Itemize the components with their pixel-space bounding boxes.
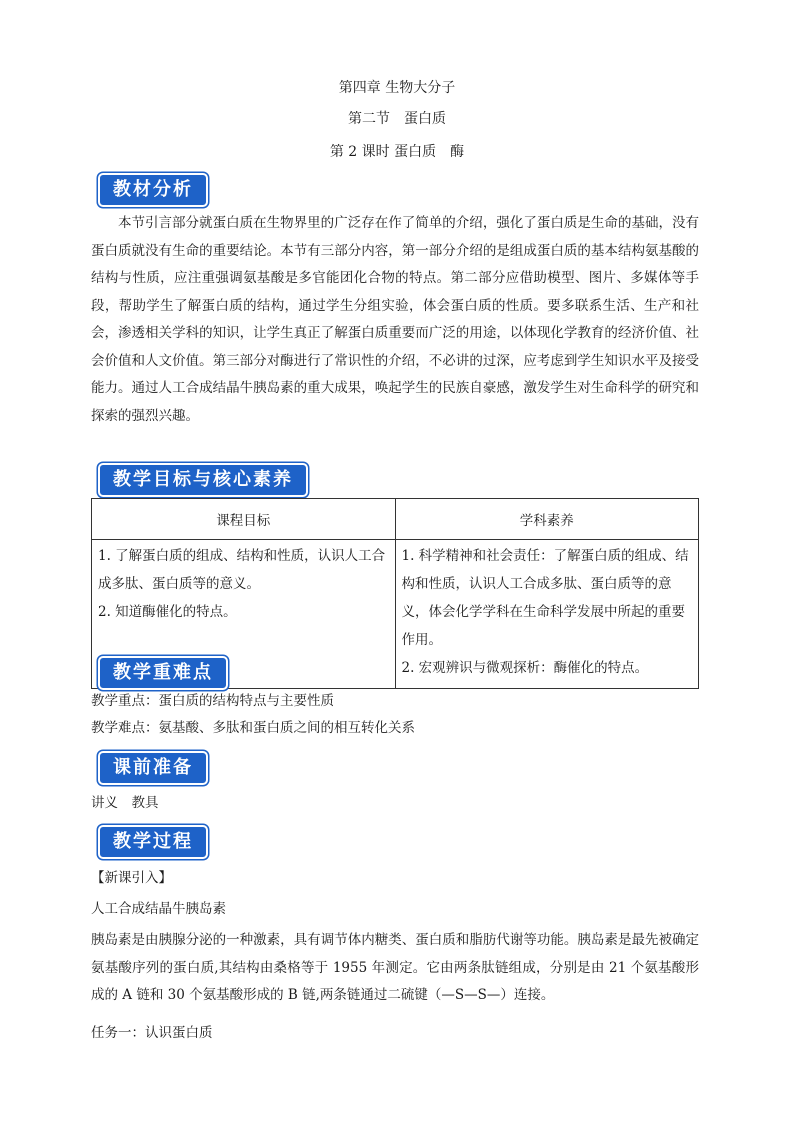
course-goal-item: 1. 了解蛋白质的组成、结构和性质，认识人工合成多肽、蛋白质等的意义。 [98, 548, 386, 592]
teaching-difficulty: 教学难点：氨基酸、多肽和蛋白质之间的相互转化关系 [91, 720, 415, 736]
intro-heading: 【新课引入】 [91, 870, 172, 886]
literacy-cell [395, 540, 699, 689]
objectives-badge: 教学目标与核心素养 [98, 463, 308, 497]
task-one: 任务一：认识蛋白质 [91, 1025, 213, 1041]
course-goal-item: 2. 知道酶催化的特点。 [98, 604, 237, 620]
teaching-focus: 教学重点：蛋白质的结构特点与主要性质 [91, 693, 334, 709]
section-title: 第二节 蛋白质 [348, 111, 446, 127]
intro-topic: 人工合成结晶牛胰岛素 [91, 901, 226, 917]
preparation-badge: 课前准备 [98, 751, 208, 785]
course-goals-header: 课程目标 [92, 499, 396, 540]
textbook-analysis-badge: 教材分析 [98, 173, 208, 207]
process-badge: 教学过程 [98, 825, 208, 859]
literacy-header: 学科素养 [395, 499, 699, 540]
literacy-item: 2. 宏观辨识与微观探析：酶催化的特点。 [401, 660, 649, 676]
preparation-text: 讲义 教具 [91, 795, 159, 811]
literacy-item: 1. 科学精神和社会责任：了解蛋白质的组成、结构和性质，认识人工合成多肽、蛋白质等的意义，体会化学学科在生命科学发展中所起的重要作用。 [401, 548, 689, 648]
key-points-badge: 教学重难点 [98, 656, 228, 690]
table-header-row [92, 499, 699, 540]
lesson-title: 第 2 课时 蛋白质 酶 [329, 144, 465, 160]
chapter-title: 第四章 生物大分子 [338, 80, 456, 96]
insulin-paragraph: 胰岛素是由胰腺分泌的一种激素，具有调节体内糖类、蛋白质和脂肪代谢等功能。胰岛素是最先被确定氨基酸序列的蛋白质,其结构由桑格等于 1955 年测定。它由两条肽链组成，分别是由 21 个氨基酸形成的 A 链和 30 个氨基酸形成的 B 链,两条链通过二硫键（—S—S—）连接。 [91, 932, 699, 1003]
textbook-analysis-paragraph: 本节引言部分就蛋白质在生物界里的广泛存在作了简单的介绍，强化了蛋白质是生命的基础，没有蛋白质就没有生命的重要结论。本节有三部分内容，第一部分介绍的是组成蛋白质的基本结构氨基酸的结构与性质，应注重强调氨基酸是多官能团化合物的特点。第二部分应借助模型、图片、多媒体等手段，帮助学生了解蛋白质的结构，通过学生分组实验，体会蛋白质的性质。要多联系生活、生产和社会，渗透相关学科的知识，让学生真正了解蛋白质重要而广泛的用途，以体现化学教育的经济价值、社会价值和人文价值。第三部分对酶进行了常识性的介绍，不必讲的过深，应考虑到学生知识水平及接受能力。通过人工合成结晶牛胰岛素的重大成果，唤起学生的民族自豪感，激发学生对生命科学的研究和探索的强烈兴趣。 [91, 215, 699, 424]
